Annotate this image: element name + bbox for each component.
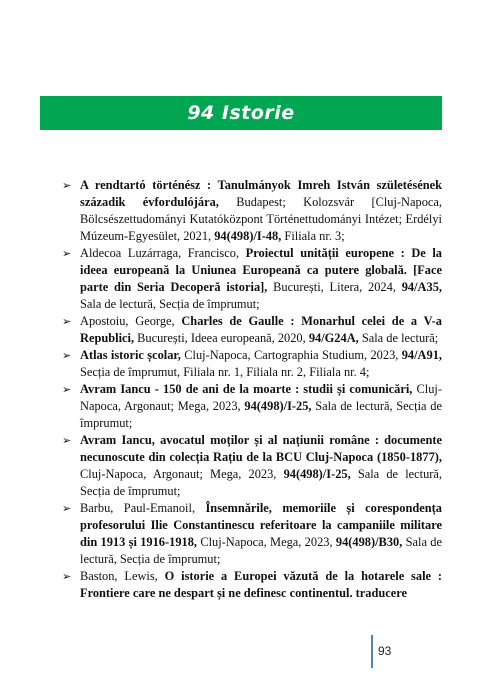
bibliography-list (62, 177, 442, 602)
entry-bold-text: Proiectul unității europene : De la ideea europeană la Uniunea Europeană ca putere globală. [Face parte din Seria Decoperă istoria], (80, 246, 442, 294)
entry-text: Aldecoa Luzárraga, Francisco, (80, 246, 246, 260)
page-number: 93 (378, 644, 392, 658)
entry-text: București, Litera, 2024, (267, 280, 402, 294)
entry-text: Barbu, Paul-Emanoil, (80, 501, 206, 515)
arrow-bullet-icon: ➢ (62, 349, 72, 362)
entry-bold-text: Atlas istoric școlar, (80, 348, 181, 362)
arrow-bullet-icon: ➢ (62, 315, 72, 328)
arrow-bullet-icon: ➢ (62, 247, 72, 260)
entry-bold-text: 94(498)/I-25, (244, 399, 312, 413)
entry-text: Filiala nr. 3; (281, 229, 345, 243)
entry-text: Baston, Lewis, (80, 569, 165, 583)
entry-text: Cluj-Napoca, Mega, 2023, (197, 535, 336, 549)
bibliography-entry (62, 177, 442, 245)
entry-text: Apostoiu, George, (80, 314, 182, 328)
entry-bold-text: Charles de Gaulle : Monarhul celei de a V-a Republici, (80, 314, 442, 345)
section-title: 94 Istorie (187, 102, 295, 124)
bibliography-entry (62, 313, 442, 347)
arrow-bullet-icon: ➢ (62, 502, 72, 515)
bibliography-entry (62, 245, 442, 313)
entry-bold-text: 94(498)/B30, (335, 535, 403, 549)
bibliography-entry (62, 381, 442, 432)
arrow-bullet-icon: ➢ (62, 383, 72, 396)
section-banner (40, 96, 442, 130)
entry-text: Sala de lectură, Secția de împrumut; (80, 467, 442, 498)
bibliography-entry (62, 500, 442, 568)
entry-text: Secția de împrumut, Filiala nr. 1, Filiala nr. 2, Filiala nr. 4; (80, 365, 370, 379)
entry-bold-text: 94/A35, (401, 280, 442, 294)
arrow-bullet-icon: ➢ (62, 179, 72, 192)
entry-bold-text: Avram Iancu, avocatul moților și al națiunii române : documente necunoscute din colecția Rațiu de la BCU Cluj-Napoca (1850-1877), (80, 433, 442, 464)
entry-bold-text: Însemnările, memoriile și corespondența profesorului Ilie Constantinescu referitoare la campaniile militare din 1913 și 1916-1918, (80, 501, 442, 549)
entry-text: Sala de lectură; (358, 331, 439, 345)
entry-text: Cluj-Napoca, Argonaut; Mega, 2023, (80, 382, 442, 413)
entry-text: Cluj-Napoca, Cartographia Studium, 2023, (180, 348, 402, 362)
bibliography-entry (62, 568, 442, 602)
entry-text: București, Ideea europeană, 2020, (134, 331, 309, 345)
entry-bold-text: Avram Iancu - 150 de ani de la moarte : studii și comunicări, (80, 382, 413, 396)
entry-text: Sala de lectură, Secția de împrumut; (80, 297, 260, 311)
page-number-rule (371, 635, 373, 668)
entry-bold-text: O istorie a Europei văzută de la hotarele sale : Frontiere care ne despart și ne definesc continentul. traducere (80, 569, 443, 600)
entry-bold-text: 94/G24A, (308, 331, 359, 345)
arrow-bullet-icon: ➢ (62, 570, 72, 583)
entry-bold-text: 94/A91, (401, 348, 442, 362)
entry-bold-text: A rendtartó történész : Tanulmányok Imreh István születésének századik évfordulójára, (80, 178, 442, 209)
entry-text: Budapest; Kolozsvár [Cluj-Napoca, Bölcsészettudományi Kutatóközpont Történettudományi Intézet; Erdélyi Múzeum-Egyesület, 2021, (80, 195, 442, 243)
entry-bold-text: 94(498)/I-48, (214, 229, 282, 243)
entry-bold-text: 94(498)/I-25, (283, 467, 351, 481)
entry-text: Cluj-Napoca, Argonaut; Mega, 2023, (80, 467, 284, 481)
bibliography-entry (62, 432, 442, 500)
entry-text: Sala de lectură, Secția de împrumut; (80, 399, 442, 430)
entry-text: Sala de lectură, Secția de împrumut; (80, 535, 442, 566)
arrow-bullet-icon: ➢ (62, 434, 72, 447)
bibliography-entry (62, 347, 442, 381)
